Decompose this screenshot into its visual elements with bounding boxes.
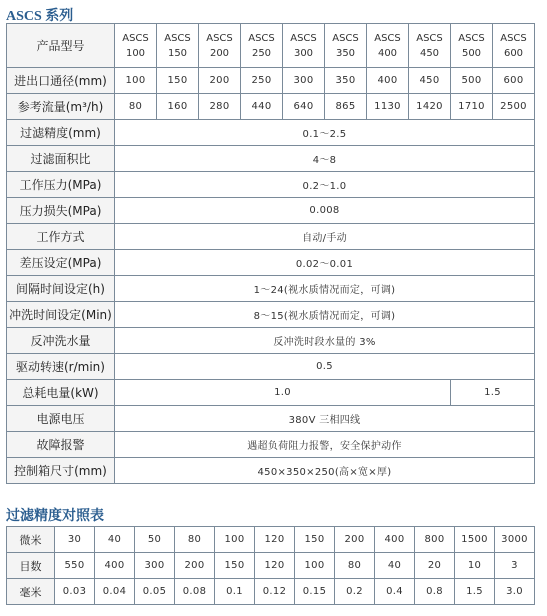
value-cell: 8～15(视水质情况而定，可调): [115, 302, 535, 328]
row-label: 驱动转速(r/min): [7, 354, 115, 380]
grade-cell: 40: [95, 527, 135, 553]
value-cell: 遇超负荷阻力报警，安全保护动作: [115, 432, 535, 458]
model-series: ASCS: [290, 32, 317, 44]
grade-cell: 120: [255, 553, 295, 579]
model-number: 150: [167, 47, 188, 59]
grade-cell: 300: [135, 553, 175, 579]
model-series: ASCS: [458, 32, 485, 44]
grade-cell: 0.1: [215, 579, 255, 605]
grade-cell: 120: [255, 527, 295, 553]
spec-row: [7, 224, 535, 250]
value-cell: 640: [283, 94, 325, 120]
value-cell: 1～24(视水质情况而定，可调): [115, 276, 535, 302]
spec-row-power: [7, 380, 535, 406]
model-number: 100: [125, 47, 146, 59]
value-cell: 600: [493, 68, 535, 94]
row-label: 压力损失(MPa): [7, 198, 115, 224]
grade-cell: 40: [375, 553, 415, 579]
value-cell: 自动/手动: [115, 224, 535, 250]
model-series: ASCS: [248, 32, 275, 44]
row-label: 参考流量(m³/h): [7, 94, 115, 120]
model-cell: [283, 24, 325, 68]
spec-row: [7, 94, 535, 120]
value-cell: 450×350×250(高×宽×厚): [115, 458, 535, 484]
model-number: 450: [419, 47, 440, 59]
value-cell: 160: [157, 94, 199, 120]
value-cell: 2500: [493, 94, 535, 120]
model-number: 250: [251, 47, 272, 59]
grade-label: 毫米: [7, 579, 55, 605]
value-cell: 80: [115, 94, 157, 120]
value-cell: 1710: [451, 94, 493, 120]
value-cell: 350: [325, 68, 367, 94]
value-cell: 150: [157, 68, 199, 94]
spec-row: [7, 146, 535, 172]
grade-cell: 3.0: [495, 579, 535, 605]
row-label: 过滤精度(mm): [7, 120, 115, 146]
value-cell: 0.2～1.0: [115, 172, 535, 198]
grade-row: [7, 579, 535, 605]
grade-cell: 800: [415, 527, 455, 553]
header-label: 产品型号: [7, 24, 115, 68]
model-cell: [409, 24, 451, 68]
model-series: ASCS: [122, 32, 149, 44]
grade-cell: 50: [135, 527, 175, 553]
grade-label: 目数: [7, 553, 55, 579]
grade-title: 过滤精度对照表: [6, 509, 104, 524]
value-cell: 100: [115, 68, 157, 94]
grade-cell: 400: [375, 527, 415, 553]
row-label: 工作方式: [7, 224, 115, 250]
spec-row: [7, 302, 535, 328]
grade-cell: 0.03: [55, 579, 95, 605]
spec-header-row: [7, 24, 535, 68]
value-cell: 300: [283, 68, 325, 94]
grade-cell: 0.8: [415, 579, 455, 605]
value-cell: 200: [199, 68, 241, 94]
model-cell: [115, 24, 157, 68]
model-series: ASCS: [206, 32, 233, 44]
grade-cell: 0.12: [255, 579, 295, 605]
model-series: ASCS: [374, 32, 401, 44]
grade-cell: 150: [295, 527, 335, 553]
row-label: 冲洗时间设定(Min): [7, 302, 115, 328]
grade-cell: 200: [335, 527, 375, 553]
model-series: ASCS: [332, 32, 359, 44]
model-number: 300: [293, 47, 314, 59]
model-number: 200: [209, 47, 230, 59]
row-label: 进出口通径(mm): [7, 68, 115, 94]
grade-cell: 0.08: [175, 579, 215, 605]
model-number: 400: [377, 47, 398, 59]
spec-row: [7, 328, 535, 354]
grade-cell: 0.15: [295, 579, 335, 605]
model-series: ASCS: [500, 32, 527, 44]
grade-cell: 1.5: [455, 579, 495, 605]
model-series: ASCS: [416, 32, 443, 44]
row-label: 控制箱尺寸(mm): [7, 458, 115, 484]
grade-cell: 400: [95, 553, 135, 579]
row-label: 过滤面积比: [7, 146, 115, 172]
value-cell: 反冲洗时段水量的 3%: [115, 328, 535, 354]
series-title: ASCS 系列: [6, 9, 74, 24]
value-cell: 380V 三相四线: [115, 406, 535, 432]
value-cell: 0.5: [115, 354, 535, 380]
grade-cell: 150: [215, 553, 255, 579]
spec-table: [6, 23, 535, 484]
spec-row: [7, 198, 535, 224]
value-cell: 4～8: [115, 146, 535, 172]
value-cell: 0.008: [115, 198, 535, 224]
row-label: 反冲洗水量: [7, 328, 115, 354]
spec-row: [7, 406, 535, 432]
value-cell: 1420: [409, 94, 451, 120]
grade-cell: 3000: [495, 527, 535, 553]
grade-cell: 100: [295, 553, 335, 579]
model-number: 600: [503, 47, 524, 59]
model-cell: [325, 24, 367, 68]
spec-row: [7, 172, 535, 198]
grade-cell: 3: [495, 553, 535, 579]
model-cell: [493, 24, 535, 68]
grade-cell: 0.04: [95, 579, 135, 605]
model-cell: [157, 24, 199, 68]
value-cell: 1.5: [451, 380, 535, 406]
spec-row: [7, 354, 535, 380]
grade-cell: 0.2: [335, 579, 375, 605]
grade-cell: 10: [455, 553, 495, 579]
model-cell: [241, 24, 283, 68]
spec-row: [7, 120, 535, 146]
value-cell: 450: [409, 68, 451, 94]
grade-row: [7, 527, 535, 553]
spec-row: [7, 458, 535, 484]
spec-row: [7, 68, 535, 94]
value-cell: 400: [367, 68, 409, 94]
row-label: 工作压力(MPa): [7, 172, 115, 198]
grade-cell: 0.05: [135, 579, 175, 605]
value-cell: 1130: [367, 94, 409, 120]
spec-row: [7, 250, 535, 276]
grade-cell: 550: [55, 553, 95, 579]
value-cell: 440: [241, 94, 283, 120]
model-number: 350: [335, 47, 356, 59]
row-label: 故障报警: [7, 432, 115, 458]
model-cell: [451, 24, 493, 68]
row-label: 电源电压: [7, 406, 115, 432]
model-cell: [367, 24, 409, 68]
row-label: 总耗电量(kW): [7, 380, 115, 406]
row-label: 间隔时间设定(h): [7, 276, 115, 302]
spec-row: [7, 276, 535, 302]
grade-cell: 100: [215, 527, 255, 553]
model-cell: [199, 24, 241, 68]
row-label: 差压设定(MPa): [7, 250, 115, 276]
grade-label: 微米: [7, 527, 55, 553]
model-series: ASCS: [164, 32, 191, 44]
grade-cell: 30: [55, 527, 95, 553]
value-cell: 280: [199, 94, 241, 120]
grade-cell: 80: [335, 553, 375, 579]
grade-row: [7, 553, 535, 579]
value-cell: 0.1～2.5: [115, 120, 535, 146]
value-cell: 250: [241, 68, 283, 94]
grade-cell: 200: [175, 553, 215, 579]
grade-cell: 1500: [455, 527, 495, 553]
value-cell: 1.0: [115, 380, 451, 406]
spec-row: [7, 432, 535, 458]
grade-cell: 0.4: [375, 579, 415, 605]
value-cell: 0.02～0.01: [115, 250, 535, 276]
value-cell: 865: [325, 94, 367, 120]
grade-table: [6, 526, 535, 605]
model-number: 500: [461, 47, 482, 59]
grade-cell: 20: [415, 553, 455, 579]
grade-cell: 80: [175, 527, 215, 553]
value-cell: 500: [451, 68, 493, 94]
